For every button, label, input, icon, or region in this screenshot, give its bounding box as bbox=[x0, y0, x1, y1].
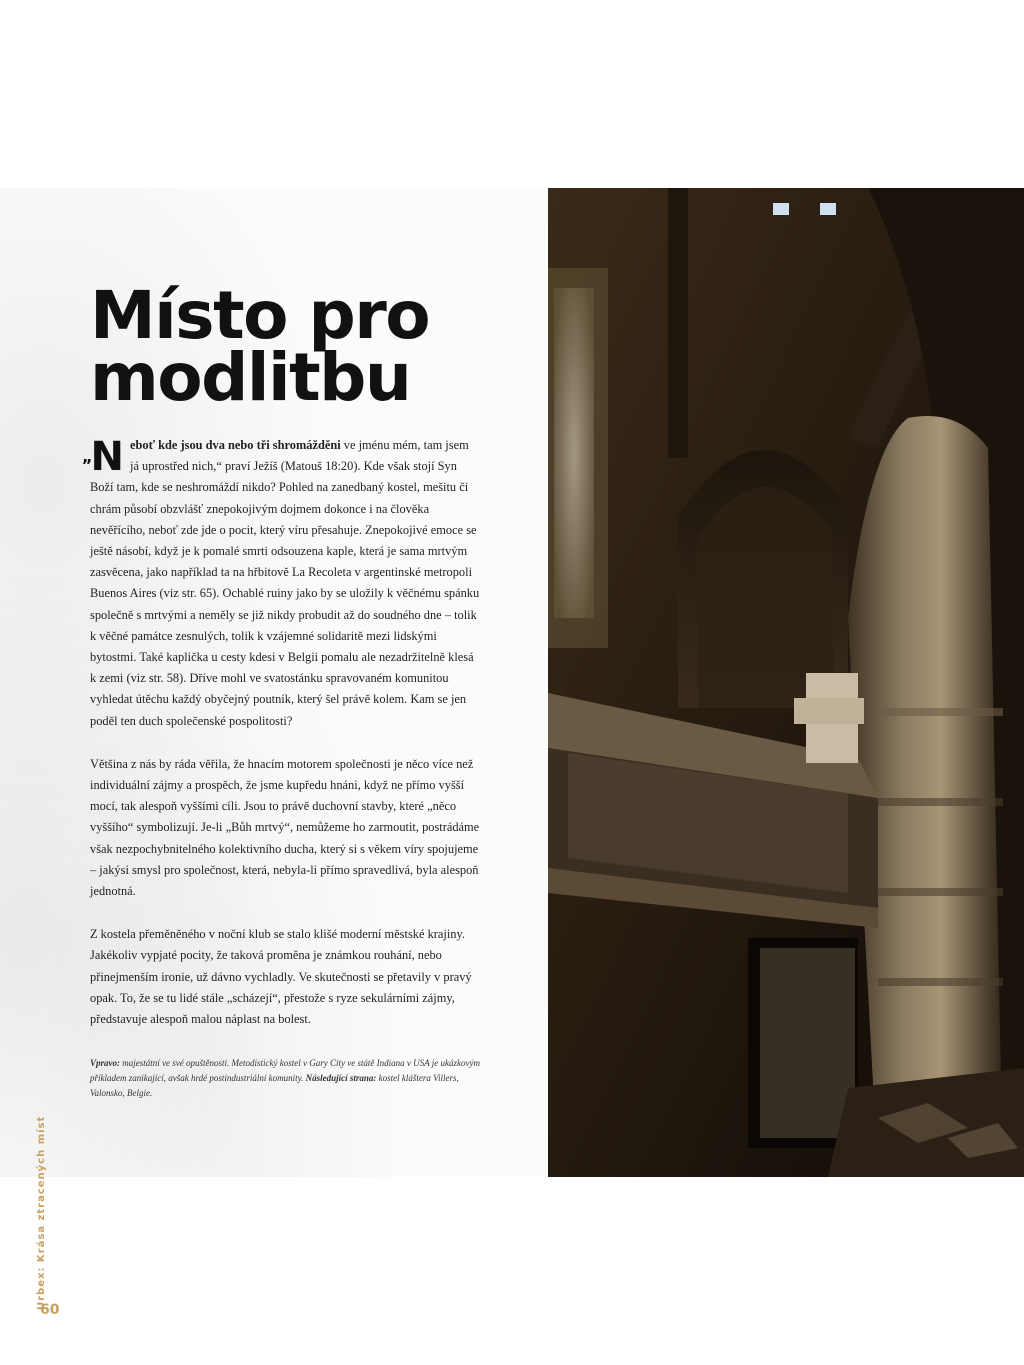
dropcap-letter: N bbox=[90, 434, 124, 480]
article-body bbox=[82, 434, 480, 1052]
caption-text-2: kostel kláštera Villers, Valonsko, Belgie. bbox=[90, 1073, 459, 1098]
church-interior-photo bbox=[548, 188, 1024, 1177]
running-header-vertical bbox=[36, 1108, 52, 1318]
body-paragraph-2: Většina z nás by ráda věřila, že hnacím motorem společnosti je něco více než individuální zájmy a prospěch, že jsme kupředu hnáni, když ne přímo vyšší mocí, tak alespoň vyššími cíli. Jsou to právě duchovní stavby, které „něco vyššího“ symbolizují. Je-li „Bůh mrtvý“, nemůžeme ho zarmoutit, postrádáme však nezpochybnitelného kolektivního ducha, který si s věkem víry spojujeme – jakýsi smysl pro společnost, která, nebyla-li přímo spravedlivá, byla alespoň jednotná. bbox=[90, 756, 480, 899]
intro-paragraph bbox=[82, 434, 480, 732]
photo-caption bbox=[90, 1056, 480, 1101]
title-line-2: modlitbu bbox=[90, 339, 411, 416]
body-paragraph-3: Z kostela přeměněného v noční klub se stalo klišé moderní městské krajiny. Jakékoliv vypjaté pocity, že taková proměna je známkou rouhání, nebo přinejmenším ironie, už dávno vychladly. Ve skutečnosti se přetavily v pravý opak. To, že se tu lidé stále „scházejí“, přestože s ryze sekulárními zájmy, představuje alespoň malou náplast na bolest. bbox=[90, 927, 472, 1027]
dropcap-quote: „ bbox=[82, 447, 93, 466]
running-header-text: Urbex: Krása ztracených míst bbox=[36, 1115, 47, 1310]
page-title bbox=[90, 277, 430, 416]
page-spread bbox=[0, 188, 1024, 1318]
dropcap bbox=[82, 434, 124, 480]
title-line-1: Místo pro bbox=[90, 277, 430, 354]
intro-lead: eboť kde jsou dva nebo tři shromážděni bbox=[130, 438, 341, 452]
caption-label-next: Následující strana: bbox=[305, 1073, 377, 1083]
page-number: 60 bbox=[40, 1302, 60, 1318]
intro-text: ve jménu mém, tam jsem já uprostřed nich,“ praví Ježíš (Matouš 18:20). Kde však stojí Syn Boží tam, kde se neshromáždí nikdo? Pohled na zanedbaný kostel, mešitu či chrám působí obzvlášť znepokojivým dojmem dokonce i na člověka nevěřícího, neboť zde jde o pocit, který víru přesahuje. Znepokojivé emoce se ještě násobí, když je k pomalé smrti odsouzena kaple, která je sama mrtvým zasvěcena, jako například ta na hřbitově La Recoleta v argentinské metropoli Buenos Aires (viz str. 65). Ochablé ruiny jako by se uložily k věčnému spánku společně s mrtvými a neměly se již nikdy probudit až do soudného dne – tolik k věčné památce zesnulých, tolik k vzájemné solidaritě mezi lidskými bytostmi. Také kaplička u cesty kdesi v Belgii pomalu ale nezadržitelně klesá k zemi (viz str. 58). Dříve mohl ve svatostánku spravovaném komunitou vyhledat útěchu každý obyčejný poutník, který šel právě kolem. Kam se jen poděl ten duch společenské pospolitosti? bbox=[90, 438, 480, 728]
photo-illustration bbox=[548, 188, 1024, 1177]
caption-label-right: Vpravo: bbox=[90, 1058, 120, 1068]
caption-text-1: majestátní ve své opuštěnosti. Metodistický kostel v Gary City ve státě Indiana v USA je ukázkovým příkladem zanikající, avšak hrdé postindustriální komunity. bbox=[90, 1058, 480, 1083]
